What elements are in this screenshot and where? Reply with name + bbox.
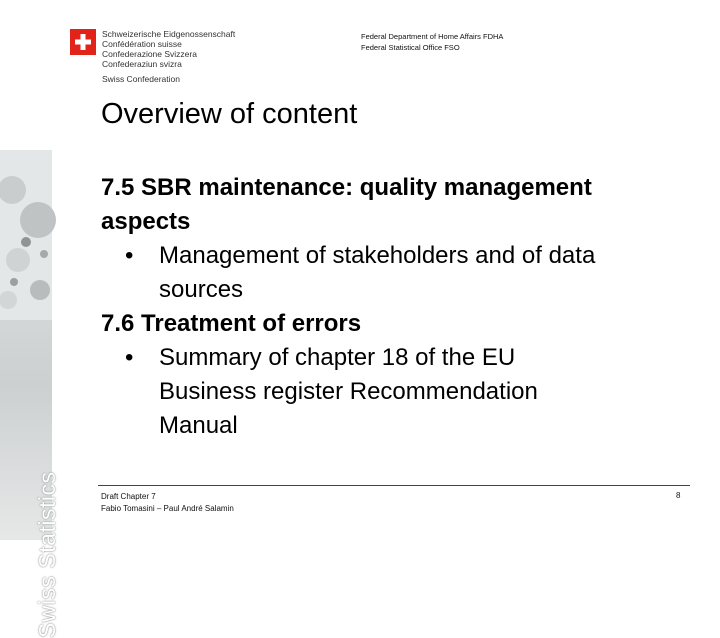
swiss-flag-icon: [70, 29, 96, 55]
office-name: Federal Statistical Office FSO: [361, 43, 460, 52]
list-item-text: Management of stakeholders and of data: [159, 242, 596, 269]
confederation-line-rm: Confederaziun svizra: [102, 59, 182, 69]
department-block: [361, 31, 503, 53]
sidebar-vertical-text: Swiss Statistics: [34, 471, 60, 638]
confederation-line-fr: Confédération suisse: [102, 39, 182, 49]
footer-chapter: Draft Chapter 7: [101, 492, 156, 501]
section-heading: 7.6 Treatment of errors: [101, 310, 362, 337]
footer-authors: Fabio Tomasini – Paul André Salamin: [101, 504, 234, 513]
confederation-line-de: Schweizerische Eidgenossenschaft: [102, 29, 236, 39]
sidebar-photo: [0, 150, 52, 320]
bullet-icon: •: [125, 344, 134, 371]
list-item: [101, 239, 701, 307]
department-name: Federal Department of Home Affairs FDHA: [361, 32, 504, 41]
section-heading: 7.5 SBR maintenance: quality management: [101, 174, 592, 201]
slide-title: Overview of content: [101, 98, 358, 130]
bullet-icon: •: [125, 242, 134, 269]
slide-content: [101, 171, 701, 443]
section-heading-continued: aspects: [101, 208, 191, 235]
footer-divider: [98, 485, 690, 486]
list-item: [101, 341, 701, 443]
footer: [101, 491, 234, 515]
list-item-text-continued: Business register Recommendation: [159, 378, 538, 405]
confederation-line-it: Confederazione Svizzera: [102, 49, 197, 59]
list-item-text-continued: Manual: [159, 412, 238, 439]
list-item-text: Summary of chapter 18 of the EU: [159, 344, 516, 371]
sidebar-decoration: [0, 150, 60, 638]
page-number: 8: [676, 491, 681, 500]
list-item-text-continued: sources: [159, 276, 244, 303]
confederation-block: [102, 29, 235, 84]
confederation-line-en: Swiss Confederation: [102, 74, 180, 84]
